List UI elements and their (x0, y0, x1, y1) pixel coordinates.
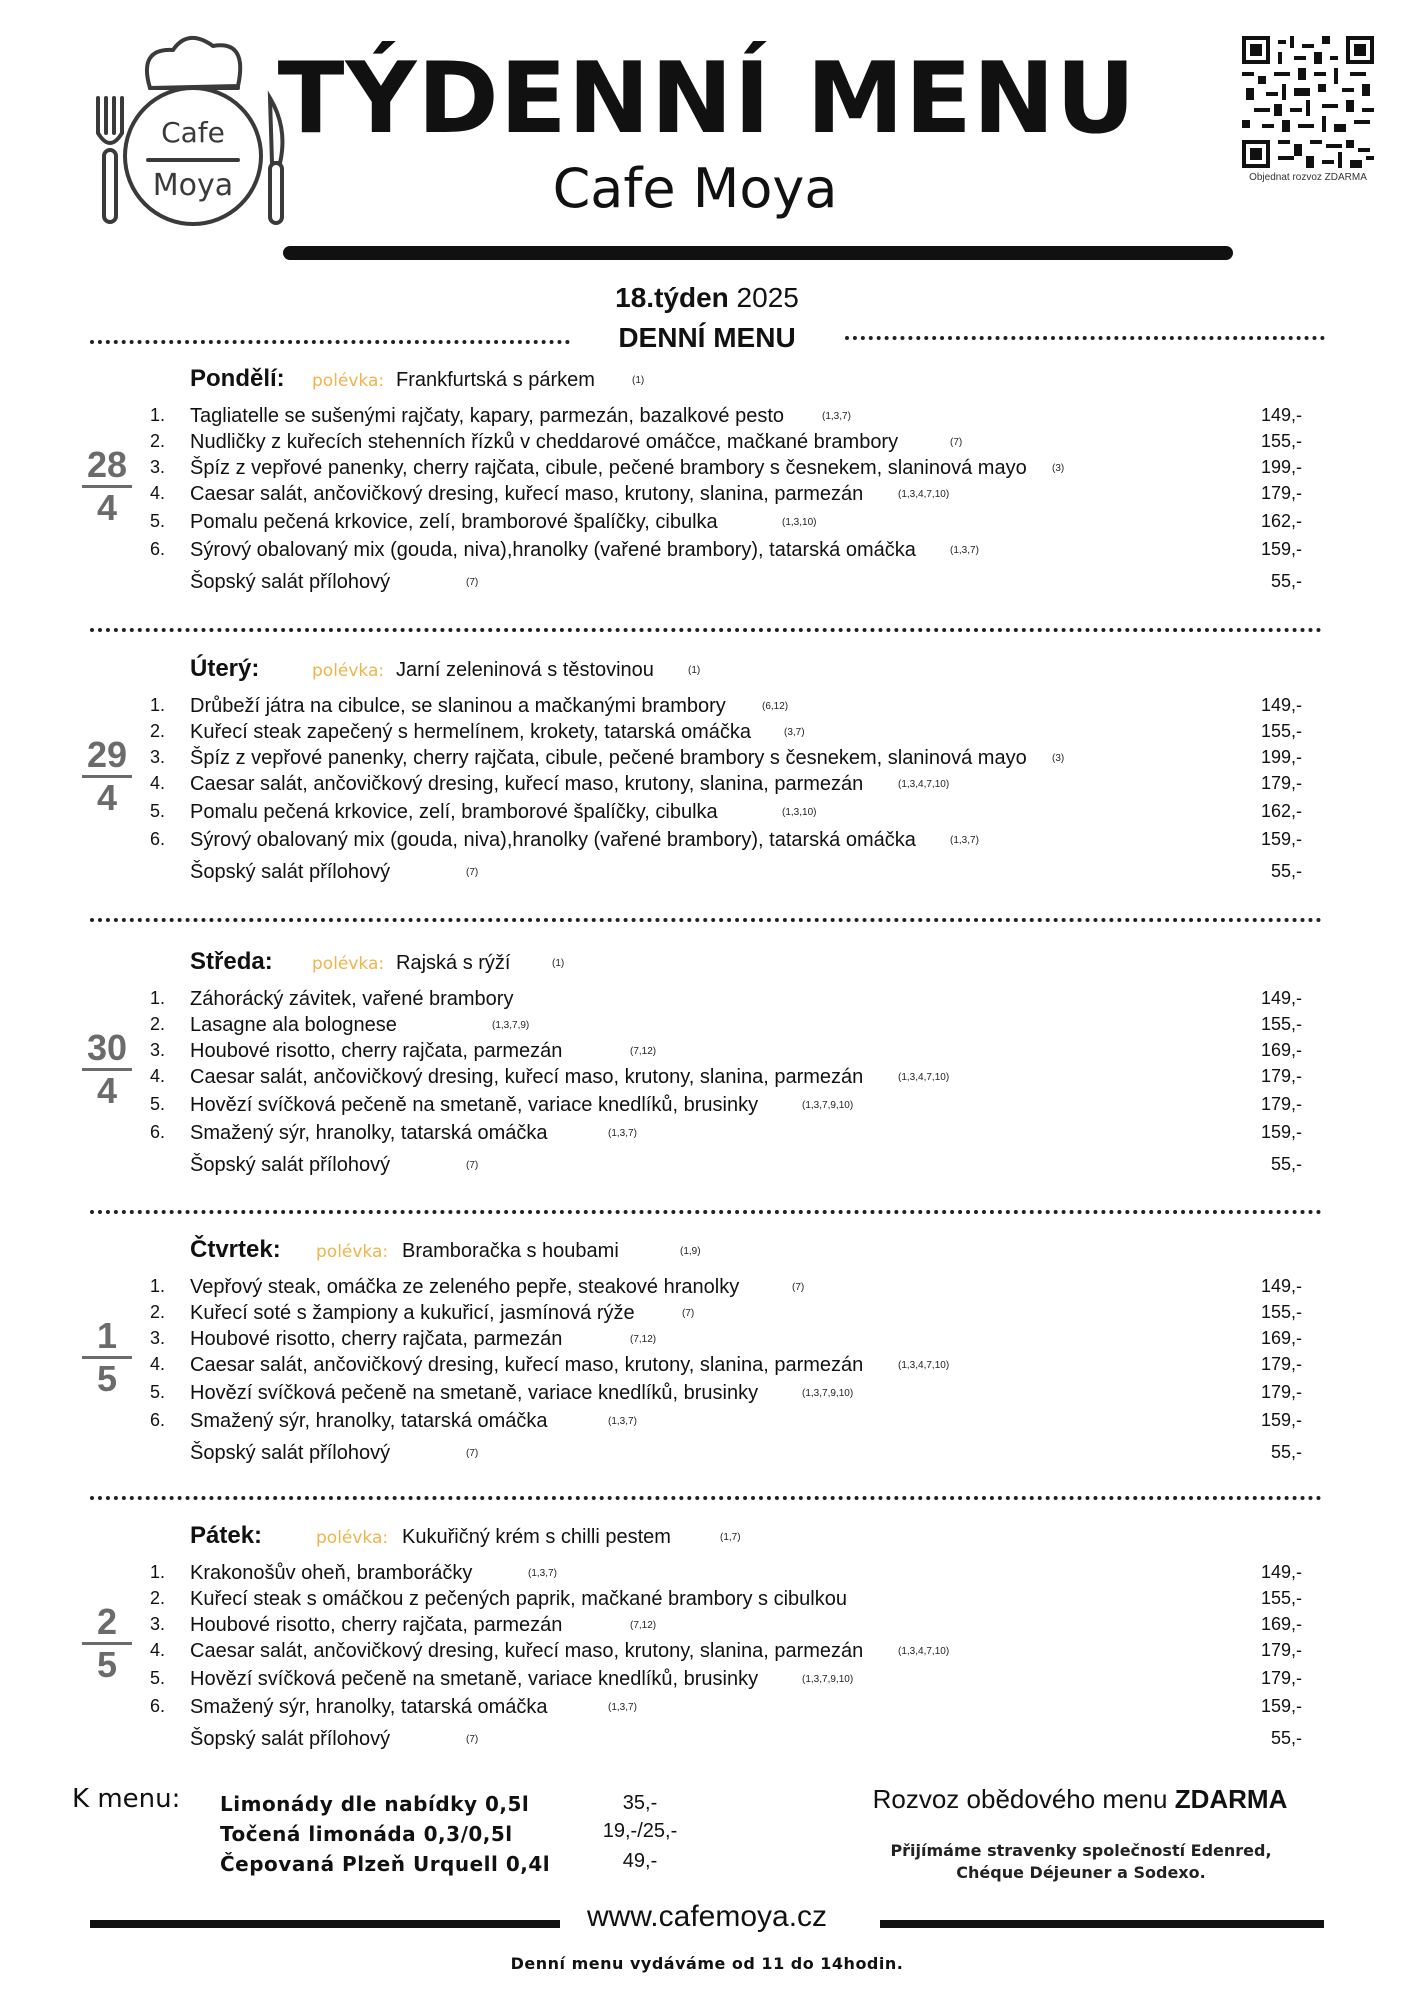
dish-price: 162,- (1260, 801, 1302, 821)
dish-allergens: (7,12) (630, 1620, 657, 1631)
dish-price: 149,- (1260, 1276, 1302, 1296)
item-number: 4. (150, 773, 166, 793)
dish-name: Nudličky z kuřecích stehenních řízků v cheddarové omáčce, mačkané brambory (190, 431, 899, 453)
menu-item (0, 1154, 1414, 1180)
dish-price: 155,- (1260, 1302, 1302, 1322)
menu-item (0, 457, 1414, 483)
day-name: Úterý: (190, 655, 260, 682)
dish-allergens: (1,3,10) (782, 517, 817, 528)
dish-price: 159,- (1260, 539, 1302, 559)
menu-item (0, 1614, 1414, 1640)
dish-allergens: (1,3,7) (822, 411, 851, 422)
soup-label: polévka: (316, 1528, 389, 1548)
dish-allergens: (3,7) (784, 727, 805, 738)
dish-price: 179,- (1260, 773, 1302, 793)
dish-allergens: (1,3,4,7,10) (898, 1072, 950, 1083)
dish-price: 55,- (1270, 861, 1302, 881)
menu-item (0, 1328, 1414, 1354)
dish-price: 179,- (1260, 1066, 1302, 1086)
dish-allergens: (1,3,7,9,10) (802, 1388, 854, 1399)
menu-item (0, 1410, 1414, 1436)
item-number: 3. (150, 457, 166, 477)
dish-allergens: (3) (1052, 753, 1065, 764)
dish-price: 169,- (1260, 1614, 1302, 1634)
dish-price: 155,- (1260, 1014, 1302, 1034)
dish-allergens: (1,3,7) (950, 835, 979, 846)
dish-allergens: (1,3,7) (608, 1702, 637, 1713)
dish-name: Caesar salát, ančovičkový dresing, kuřecí maso, krutony, slanina, parmezán (190, 483, 864, 505)
drink-name: Čepovaná Plzeň Urquell 0,4l (220, 1852, 551, 1876)
menu-item (0, 511, 1414, 537)
dish-allergens: (1,3,7) (950, 545, 979, 556)
dish-name: Smažený sýr, hranolky, tatarská omáčka (190, 1696, 548, 1718)
menu-item (0, 773, 1414, 799)
dish-price: 169,- (1260, 1040, 1302, 1060)
dish-price: 179,- (1260, 1354, 1302, 1374)
date-day: 1 (82, 1316, 132, 1359)
dish-name: Šopský salát přílohový (190, 1154, 391, 1176)
item-number: 4. (150, 1640, 166, 1660)
date-month: 4 (96, 777, 118, 818)
menu-item (0, 861, 1414, 887)
soup-allergens: (1,7) (720, 1532, 741, 1543)
dish-allergens: (1,3,10) (782, 807, 817, 818)
dish-price: 149,- (1260, 988, 1302, 1008)
item-number: 2. (150, 1014, 166, 1034)
menu-item (0, 483, 1414, 509)
dish-name: Šopský salát přílohový (190, 1442, 391, 1464)
dish-price: 155,- (1260, 721, 1302, 741)
delivery-bold: ZDARMA (1174, 1784, 1288, 1814)
menu-item (0, 1562, 1414, 1588)
menu-item (0, 539, 1414, 565)
menu-item (0, 988, 1414, 1014)
menu-item (0, 829, 1414, 855)
item-number: 4. (150, 1066, 166, 1086)
logo-text-bottom: Moya (152, 168, 234, 203)
dotted-divider (90, 1496, 1322, 1500)
dish-price: 159,- (1260, 829, 1302, 849)
day-section (0, 365, 1414, 655)
item-number: 1. (150, 1562, 166, 1582)
dish-name: Tagliatelle se sušenými rajčaty, kapary, parmezán, bazalkové pesto (190, 405, 784, 427)
menu-item (0, 1382, 1414, 1408)
item-number: 4. (150, 483, 166, 503)
dish-name: Kuřecí steak zapečený s hermelínem, krokety, tatarská omáčka (190, 721, 751, 743)
dish-name: Pomalu pečená krkovice, zelí, bramborové špalíčky, cibulka (190, 801, 718, 823)
delivery-note (860, 1784, 1300, 1815)
dish-allergens: (1,3,7,9) (492, 1020, 530, 1031)
menu-item (0, 721, 1414, 747)
soup-allergens: (1) (632, 375, 645, 386)
date-month: 4 (96, 1070, 118, 1111)
soup-name: Frankfurtská s párkem (396, 369, 595, 391)
dish-allergens: (7) (466, 577, 479, 588)
dotted-divider (845, 336, 1325, 340)
day-section (0, 948, 1414, 1238)
dish-name: Drůbeží játra na cibulce, se slaninou a mačkanými brambory (190, 695, 726, 717)
dish-price: 159,- (1260, 1410, 1302, 1430)
dish-allergens: (1,3,4,7,10) (898, 489, 950, 500)
dish-price: 169,- (1260, 1328, 1302, 1348)
menu-item (0, 1442, 1414, 1468)
drink-name: Točená limonáda 0,3/0,5l (220, 1822, 513, 1846)
dish-name: Houbové risotto, cherry rajčata, parmezán (190, 1614, 563, 1636)
dish-allergens: (1,3,7,9,10) (802, 1674, 854, 1685)
dish-price: 55,- (1270, 1154, 1302, 1174)
dish-price: 179,- (1260, 1094, 1302, 1114)
menu-item (0, 1040, 1414, 1066)
soup-name: Rajská s rýží (396, 952, 511, 974)
dish-allergens: (7,12) (630, 1334, 657, 1345)
website-link[interactable]: www.cafemoya.cz (586, 1900, 828, 1933)
date-month: 5 (96, 1358, 118, 1399)
item-number: 2. (150, 1302, 166, 1322)
dish-name: Kuřecí steak s omáčkou z pečených paprik, mačkané brambory s cibulkou (190, 1588, 847, 1610)
item-number: 6. (150, 829, 166, 849)
drink-price: 49,- (622, 1850, 658, 1872)
dish-price: 55,- (1270, 1442, 1302, 1462)
dish-price: 149,- (1260, 695, 1302, 715)
logo-text-top: Cafe (161, 116, 225, 149)
dotted-divider (90, 1210, 1322, 1214)
dish-allergens: (3) (1052, 463, 1065, 474)
dish-price: 55,- (1270, 571, 1302, 591)
item-number: 5. (150, 511, 166, 531)
k-menu-label: K menu: (72, 1784, 181, 1814)
dish-name: Sýrový obalovaný mix (gouda, niva),hranolky (vařené brambory), tatarská omáčka (190, 539, 916, 561)
item-number: 1. (150, 1276, 166, 1296)
item-number: 5. (150, 1382, 166, 1402)
item-number: 3. (150, 1328, 166, 1348)
date-month: 4 (96, 487, 118, 528)
dish-name: Špíz z vepřové panenky, cherry rajčata, cibule, pečené brambory s česnekem, slaninová mayo (190, 747, 1027, 769)
menu-item (0, 1640, 1414, 1666)
menu-item (0, 1014, 1414, 1040)
dish-name: Smažený sýr, hranolky, tatarská omáčka (190, 1122, 548, 1144)
date-month: 5 (96, 1644, 118, 1685)
item-number: 3. (150, 1614, 166, 1634)
delivery-text: Rozvoz obědového menu (872, 1784, 1168, 1814)
qr-caption: Objednat rozvoz ZDARMA (1249, 172, 1367, 183)
dish-name: Šopský salát přílohový (190, 571, 391, 593)
date-day: 29 (82, 735, 132, 778)
dish-price: 179,- (1260, 1640, 1302, 1660)
soup-allergens: (1) (688, 665, 701, 676)
dish-allergens: (1,3,4,7,10) (898, 1646, 950, 1657)
menu-item (0, 1276, 1414, 1302)
dish-allergens: (7) (682, 1308, 695, 1319)
dish-name: Lasagne ala bolognese (190, 1014, 397, 1036)
menu-item (0, 1728, 1414, 1754)
page-subtitle: Cafe Moya (552, 157, 838, 220)
item-number: 5. (150, 801, 166, 821)
dish-price: 159,- (1260, 1696, 1302, 1716)
dish-name: Kuřecí soté s žampiony a kukuřicí, jasmínová rýže (190, 1302, 635, 1324)
dish-allergens: (1,3,4,7,10) (898, 779, 950, 790)
menu-item (0, 431, 1414, 457)
item-number: 6. (150, 1122, 166, 1142)
soup-name: Bramboračka s houbami (402, 1240, 619, 1262)
soup-label: polévka: (316, 1242, 389, 1262)
dish-allergens: (7) (466, 1160, 479, 1171)
dish-name: Šopský salát přílohový (190, 1728, 391, 1750)
dish-name: Caesar salát, ančovičkový dresing, kuřecí maso, krutony, slanina, parmezán (190, 1066, 864, 1088)
dish-price: 199,- (1260, 747, 1302, 767)
drink-price: 19,-/25,- (602, 1820, 678, 1842)
day-name: Čtvrtek: (190, 1236, 281, 1263)
menu-item (0, 405, 1414, 431)
section-title: DENNÍ MENU (618, 322, 796, 353)
day-section (0, 1522, 1414, 1812)
dish-name: Vepřový steak, omáčka ze zeleného pepře, steakové hranolky (190, 1276, 740, 1298)
soup-label: polévka: (312, 954, 385, 974)
dish-allergens: (6,12) (762, 701, 789, 712)
week-number: 18.týden (615, 282, 729, 313)
dish-name: Caesar salát, ančovičkový dresing, kuřecí maso, krutony, slanina, parmezán (190, 1354, 864, 1376)
qr-code-icon[interactable] (1242, 36, 1374, 168)
soup-label: polévka: (312, 661, 385, 681)
menu-item (0, 1066, 1414, 1092)
dish-allergens: (1,3,7) (528, 1568, 557, 1579)
dish-price: 179,- (1260, 483, 1302, 503)
dish-name: Caesar salát, ančovičkový dresing, kuřecí maso, krutony, slanina, parmezán (190, 773, 864, 795)
item-number: 2. (150, 721, 166, 741)
date-day: 28 (82, 445, 132, 488)
soup-allergens: (1,9) (680, 1246, 701, 1257)
dish-price: 162,- (1260, 511, 1302, 531)
dish-price: 179,- (1260, 1382, 1302, 1402)
dish-name: Šopský salát přílohový (190, 861, 391, 883)
dotted-divider (90, 918, 1322, 922)
dish-allergens: (1,3,7) (608, 1128, 637, 1139)
dish-name: Houbové risotto, cherry rajčata, parmezán (190, 1328, 563, 1350)
day-name: Středa: (190, 948, 273, 975)
dish-name: Záhorácký závitek, vařené brambory (190, 988, 514, 1010)
dish-name: Smažený sýr, hranolky, tatarská omáčka (190, 1410, 548, 1432)
vouchers-note: Přijímáme stravenky společností Edenred, Chéque Déjeuner a Sodexo. (890, 1841, 1272, 1882)
date-day: 2 (82, 1602, 132, 1645)
soup-name: Kukuřičný krém s chilli pestem (402, 1526, 671, 1548)
item-number: 6. (150, 1696, 166, 1716)
dish-price: 199,- (1260, 457, 1302, 477)
dish-price: 55,- (1270, 1728, 1302, 1748)
menu-item (0, 1588, 1414, 1614)
dish-price: 179,- (1260, 1668, 1302, 1688)
item-number: 2. (150, 431, 166, 451)
dish-name: Pomalu pečená krkovice, zelí, bramborové špalíčky, cibulka (190, 511, 718, 533)
drink-name: Limonády dle nabídky 0,5l (220, 1792, 530, 1816)
item-number: 6. (150, 539, 166, 559)
menu-item (0, 747, 1414, 773)
dish-allergens: (7) (792, 1282, 805, 1293)
drink-price: 35,- (622, 1792, 658, 1814)
dish-name: Hovězí svíčková pečeně na smetaně, variace knedlíků, brusinky (190, 1382, 759, 1404)
header-divider (283, 246, 1233, 260)
dotted-divider (90, 340, 570, 344)
dish-allergens: (7) (466, 1734, 479, 1745)
week-year: 2025 (736, 282, 799, 313)
dish-name: Houbové risotto, cherry rajčata, parmezán (190, 1040, 563, 1062)
menu-item (0, 1302, 1414, 1328)
item-number: 1. (150, 988, 166, 1008)
item-number: 2. (150, 1588, 166, 1608)
menu-item (0, 1354, 1414, 1380)
dish-name: Špíz z vepřové panenky, cherry rajčata, cibule, pečené brambory s česnekem, slaninová mayo (190, 457, 1027, 479)
day-section (0, 1236, 1414, 1526)
menu-item (0, 801, 1414, 827)
week-label (0, 282, 1414, 314)
day-section (0, 655, 1414, 945)
menu-item (0, 1094, 1414, 1120)
item-number: 1. (150, 405, 166, 425)
item-number: 6. (150, 1410, 166, 1430)
item-number: 3. (150, 1040, 166, 1060)
dish-price: 155,- (1260, 431, 1302, 451)
menu-item (0, 1122, 1414, 1148)
soup-name: Jarní zeleninová s těstovinou (396, 659, 654, 681)
dish-allergens: (7) (466, 867, 479, 878)
day-name: Pondělí: (190, 365, 285, 392)
dish-allergens: (7,12) (630, 1046, 657, 1057)
dotted-divider (90, 628, 1322, 632)
soup-label: polévka: (312, 371, 385, 391)
item-number: 4. (150, 1354, 166, 1374)
item-number: 5. (150, 1668, 166, 1688)
menu-item (0, 571, 1414, 597)
dish-price: 149,- (1260, 405, 1302, 425)
dish-name: Sýrový obalovaný mix (gouda, niva),hranolky (vařené brambory), tatarská omáčka (190, 829, 916, 851)
page-title: TÝDENNÍ MENU (277, 42, 1137, 156)
dish-name: Caesar salát, ančovičkový dresing, kuřecí maso, krutony, slanina, parmezán (190, 1640, 864, 1662)
menu-item (0, 1668, 1414, 1694)
dish-allergens: (7) (466, 1448, 479, 1459)
dish-allergens: (1,3,7,9,10) (802, 1100, 854, 1111)
dish-allergens: (7) (950, 437, 963, 448)
dish-allergens: (1,3,7) (608, 1416, 637, 1427)
day-name: Pátek: (190, 1522, 263, 1549)
menu-item (0, 1696, 1414, 1722)
soup-allergens: (1) (552, 958, 565, 969)
dish-name: Hovězí svíčková pečeně na smetaně, variace knedlíků, brusinky (190, 1668, 759, 1690)
dish-price: 155,- (1260, 1588, 1302, 1608)
date-day: 30 (82, 1028, 132, 1071)
serving-hours: Denní menu vydáváme od 11 do 14hodin. (510, 1954, 904, 1973)
dish-name: Krakonošův oheň, bramboráčky (190, 1562, 473, 1584)
item-number: 5. (150, 1094, 166, 1114)
dish-price: 159,- (1260, 1122, 1302, 1142)
item-number: 1. (150, 695, 166, 715)
dish-name: Hovězí svíčková pečeně na smetaně, variace knedlíků, brusinky (190, 1094, 759, 1116)
dish-allergens: (1,3,4,7,10) (898, 1360, 950, 1371)
item-number: 3. (150, 747, 166, 767)
dish-price: 149,- (1260, 1562, 1302, 1582)
menu-item (0, 695, 1414, 721)
